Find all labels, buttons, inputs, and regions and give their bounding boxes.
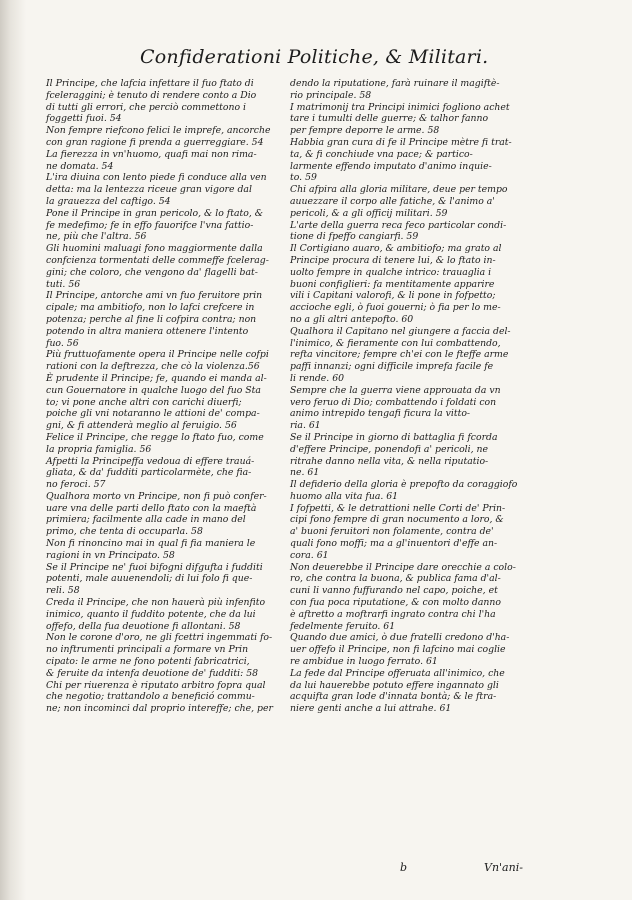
index-line: Chi per riuerenza è riputato arbitro fopra qual [46,679,266,691]
index-line: d'effere Principe, ponendofi a' pericoli, ne [290,443,489,455]
page-gutter-shadow [0,0,26,900]
index-line: no feroci. 57 [46,479,106,491]
index-line: quali fono moffi; ma a gl'inuentori d'effe an- [290,538,498,550]
index-line: I fofpetti, & le detrattioni nelle Corti de' Prin- [290,502,506,514]
index-line: ne; non incominci dal proprio intereffe; che, per [46,703,273,715]
index-line: Non fi rinoncino mai in qual fi fia maniera le [46,538,256,550]
index-line: tare i tumulti delle guerre; & talhor fanno [290,113,489,125]
index-line: uare vna delle parti dello ftato con la maeftà [46,502,257,514]
index-line: paffi innanzi; ogni difficile imprefa facile fe [290,361,494,373]
index-line: Non fempre riefcono felici le imprefe, ancorche [46,125,271,137]
index-line: fedelmente feruito. 61 [290,620,396,632]
index-line: ta, & fi conchiude vna pace; & partico- [290,148,473,160]
index-line: ritrahe danno nella vita, & nella riputatio- [290,455,489,467]
index-line: offefo, della fua deuotione fi allontani. 58 [46,620,241,632]
index-line: foggetti fuoi. 54 [46,113,122,125]
index-line: cipi fono fempre di gran nocumento a loro, & [290,514,504,526]
index-line: la grauezza del caftigo. 54 [46,195,171,207]
index-line: ne, più che l'altra. 56 [46,231,147,243]
index-line: uer offefo il Principe, non fi lafcino mai coglie [290,644,506,656]
index-line: Se il Principe in giorno di battaglia fi fcorda [290,431,498,443]
index-line: per fempre deporre le arme. 58 [290,125,440,137]
index-line: larmente effendo imputato d'animo inquie- [290,160,492,172]
index-line: potenza; perche al fine li cofpira contra; non [46,313,257,325]
index-line: Sempre che la guerra viene approuata da vn [290,384,501,396]
index-line: reli. 58 [46,585,80,597]
index-line: Quando due amici, ò due fratelli credono d'ha- [290,632,510,644]
left-column [46,78,286,715]
index-line: acquifta gran lode d'innata bontà; & le ftra- [290,691,497,703]
index-line: è aftretto a moftrarfi ingrato contra chi l'ha [290,608,496,620]
index-line: cipale; ma ambitiofo, non lo lafci crefcere in [46,302,255,314]
index-line: ne domata. 54 [46,160,114,172]
index-line: Principe procura di tenere lui, & lo ftato in- [290,254,496,266]
index-line: primiera; facilmente alla cade in mano del [46,514,246,526]
index-line: rio principale. 58 [290,89,372,101]
index-line: Più fruttuofamente opera il Principe nelle cofpi [46,349,269,361]
index-line: accioche egli, ò fuoi gouerni; ò fia per lo me- [290,302,501,314]
index-line: fceleraggini; è tenuto di rendere conto a Dio [46,89,257,101]
index-line: poiche gli vni notaranno le attioni de' compa- [46,408,260,420]
index-line: Creda il Principe, che non hauerà più infenfito [46,597,266,609]
index-line: potendo in altra maniera ottenere l'intento [46,325,249,337]
index-line: niere genti anche a lui attrahe. 61 [290,703,452,715]
catchword: Vn'ani- [484,861,523,874]
index-line: potenti, male auuenendoli; di lui folo fi que- [46,573,253,585]
index-line: huomo alla vita fua. 61 [290,490,399,502]
index-line: che negotio; trattandolo a benefició commu- [46,691,255,703]
index-line: confcienza tormentati delle commeffe fcelerag- [46,254,269,266]
index-line: Qualhora morto vn Principe, non fi può confer- [46,490,267,502]
index-line: refta vincitore; fempre ch'ei con le fteffe arme [290,349,509,361]
index-line: inimico, quanto il fuddito potente, che da lui [46,608,256,620]
index-line: primo, che tenta di occuparla. 58 [46,526,203,538]
right-column [290,78,518,715]
index-line: no a gli altri antepofto. 60 [290,313,414,325]
index-line: L'ira diuina con lento piede fi conduce alla ven [46,172,267,184]
index-line: Se il Principe ne' fuoi bifogni difgufta i fudditi [46,561,263,573]
index-line: fe medefimo; fe in effo fauorifce l'vna fattio- [46,219,254,231]
index-line: ro, che contra la buona, & publica fama d'al- [290,573,501,585]
index-line: Chi afpira alla gloria militare, deue per tempo [290,184,508,196]
index-line: vili i Capitani valorofi, & li pone in fofpetto; [290,290,496,302]
index-line: vero feruo di Dio; combattendo i foldati con [290,396,497,408]
index-line: & feruite da intenfa deuotione de' fudditi: 58 [46,667,259,679]
index-line: l'inimico, & fieramente con lui combattendo, [290,337,501,349]
index-line: con fua poca riputatione, & con molto danno [290,597,501,609]
index-line: buoni configlieri: fa mentitamente apparire [290,278,495,290]
index-line: Il Principe, antorche ami vn fuo feruitore prin [46,290,263,302]
index-line: Pone il Principe in gran pericolo, & lo ftato, & [46,207,264,219]
index-line: gini; che coloro, che vengono da' flagelli bat- [46,266,258,278]
index-line: L'arte della guerra reca feco particolar condi- [290,219,507,231]
index-line: Afpetti la Principeffa vedoua di effere trauá- [46,455,255,467]
index-line: animo intrepido tengafi ficura la vitto- [290,408,471,420]
index-line: con gran ragione fi prenda a guerreggiare. 54 [46,136,264,148]
index-line: ria. 61 [290,420,321,432]
index-line: Felice il Principe, che regge lo ftato fuo, come [46,431,264,443]
index-line: cora. 61 [290,549,329,561]
index-line: La fede dal Principe offeruata all'inimico, che [290,667,505,679]
index-line: La fierezza in vn'huomo, quafi mai non rima- [46,148,257,160]
page-title: Confiderationi Politiche, & Militari. [140,46,489,68]
index-line: cun Gouernatore in qualche luogo del fuo Sta [46,384,261,396]
index-line: auuezzare il corpo alle fatiche, & l'animo a' [290,195,495,207]
index-line: li rende. 60 [290,372,345,384]
index-line: Non le corone d'oro, ne gli fcettri ingemmati fo- [46,632,273,644]
index-line: Il Principe, che lafcia infettare il fuo ftato di [46,78,254,89]
index-line: ragioni in vn Principato. 58 [46,549,175,561]
index-line: no inftrumenti principali a formare vn Prin [46,644,249,656]
index-line: Qualhora il Capitano nel giungere a faccia del- [290,325,511,337]
index-line: dendo la riputatione, farà ruinare il magiftè- [290,78,500,89]
index-line: Il defiderio della gloria è prepofto da coraggiofo [290,479,518,491]
index-line: detta: ma la lentezza riceue gran vigore dal [46,184,252,196]
index-line: cipato: le arme ne fono potenti fabricatrici, [46,656,250,668]
index-line: gni, & fi attenderà meglio al feruigio. 56 [46,420,237,432]
index-line: ne. 61 [290,467,320,479]
index-line: di tutti gli errori, che perciò commettono i [46,101,246,113]
index-line: I matrimonij tra Principi inimici fogliono achet [290,101,510,113]
index-line: cuni li vanno fuffurando nel capo, poiche, et [290,585,498,597]
index-line: tione di fpeffo cangiarfi. 59 [290,231,419,243]
index-line: fuo. 56 [46,337,79,349]
index-line: È prudente il Principe; fe, quando ei manda al- [46,372,267,384]
index-line: Non deuerebbe il Principe dare orecchie a colo- [290,561,516,573]
index-line: a' buoni feruitori non folamente, contra de' [290,526,494,538]
index-line: re ambidue in luogo ferrato. 61 [290,656,438,668]
index-line: Il Cortigiano auaro, & ambitiofo; ma grato al [290,243,502,255]
signature-mark: b [400,861,408,874]
index-line: tuti. 56 [46,278,81,290]
index-line: Habbia gran cura di fe il Principe mètre fi trat- [290,136,512,148]
index-line: la propria famiglia. 56 [46,443,152,455]
index-line: to. 59 [290,172,317,184]
index-line: gliata, & da' fudditi particolarmète, che fia- [46,467,252,479]
index-line: Gli huomini maluagi fono maggiormente dalla [46,243,263,255]
index-line: uolto fempre in qualche intrico: trauaglia i [290,266,492,278]
index-line: da lui hauerebbe potuto effere ingannato gli [290,679,499,691]
index-line: pericoli, & a gli officij militari. 59 [290,207,448,219]
index-line: rationi con la deftrezza, che cò la violenza.56 [46,361,260,373]
index-line: to; vi pone anche altri con carichi diuerfi; [46,396,242,408]
